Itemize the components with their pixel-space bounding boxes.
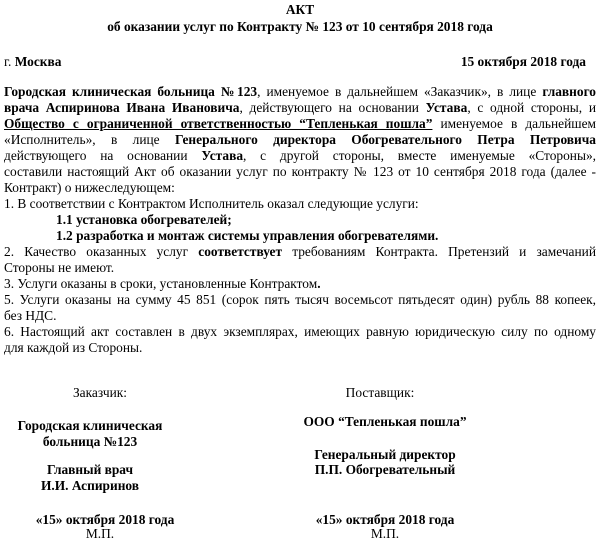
document-subtitle: об оказании услуг по Контракту № 123 от 10 сентября 2018 года bbox=[107, 19, 493, 34]
customer-position: Главный врач bbox=[46, 462, 134, 477]
item-5-line-1: 5. Услуги оказаны на сумму 45 851 (сорок пять тысяч восемьсот пятьдесят один) рубль 88 копеек, bbox=[4, 292, 596, 307]
preamble-line-6: составили настоящий Акт об оказании услуг по контракту № 123 от 10 сентября 2018 года (далее - bbox=[4, 164, 596, 179]
item-5-line-2: без НДС. bbox=[4, 308, 57, 323]
supplier-position: Генеральный директор bbox=[314, 447, 456, 462]
subitem-1-2: 1.2 разработка и монтаж системы управления обогревателями. bbox=[56, 228, 439, 243]
preamble-line-4: «Исполнитель», в лице Генерального директора Обогревательного Петра Петровича bbox=[4, 132, 596, 147]
supplier-name: П.П. Обогревательный bbox=[314, 462, 456, 477]
city: Москва bbox=[14, 54, 62, 69]
subitem-1-1: 1.1 установка обогревателей; bbox=[56, 212, 232, 227]
item-2-line-1: 2. Качество оказанных услуг соответствует требованиям Контракта. Претензий и замечаний bbox=[4, 244, 596, 259]
preamble-line-7: Контракт) о нижеследующем: bbox=[4, 180, 175, 195]
preamble-line-2: врача Аспиринова Ивана Ивановича, действующего на основании Устава, с одной стороны, и bbox=[4, 100, 596, 115]
item-6-line-2: для каждой из Стороны. bbox=[4, 340, 143, 355]
city-label: г. bbox=[4, 54, 12, 69]
preamble-line-5: действующего на основании Устава, с другой стороны, вместе именуемые «Стороны», bbox=[4, 148, 597, 163]
preamble-line-3: Общество с ограниченной ответственностью “Тепленькая пошла” именуемое в дальнейшем bbox=[4, 116, 597, 131]
item-2-line-2: Стороны не имеют. bbox=[4, 260, 115, 275]
preamble-line-1: Городская клиническая больница №123, именуемое в дальнейшем «Заказчик», в лице главного bbox=[4, 84, 597, 99]
document-title: АКТ bbox=[285, 2, 315, 17]
item-1: 1. В соответствии с Контрактом Исполнитель оказал следующие услуги: bbox=[4, 196, 419, 211]
customer-sign-date: «15» октября 2018 года bbox=[35, 512, 175, 527]
supplier-role: Поставщик: bbox=[345, 385, 415, 400]
customer-role: Заказчик: bbox=[72, 385, 128, 400]
supplier-org: ООО “Тепленькая пошла” bbox=[303, 414, 467, 429]
customer-seal: М.П. bbox=[85, 526, 115, 541]
document-date: 15 октября 2018 года bbox=[460, 54, 586, 69]
item-6-line-1: 6. Настоящий акт составлен в двух экземплярах, имеющих равную юридическую силу по одному bbox=[4, 324, 596, 339]
supplier-seal: М.П. bbox=[370, 526, 400, 541]
supplier-sign-date: «15» октября 2018 года bbox=[315, 512, 455, 527]
city-line bbox=[4, 54, 61, 70]
customer-name: И.И. Аспиринов bbox=[40, 478, 140, 493]
customer-org-line-2: больница №123 bbox=[42, 434, 138, 449]
item-3: 3. Услуги оказаны в сроки, установленные Контрактом. bbox=[4, 276, 321, 291]
customer-org-line-1: Городская клиническая bbox=[17, 418, 163, 433]
